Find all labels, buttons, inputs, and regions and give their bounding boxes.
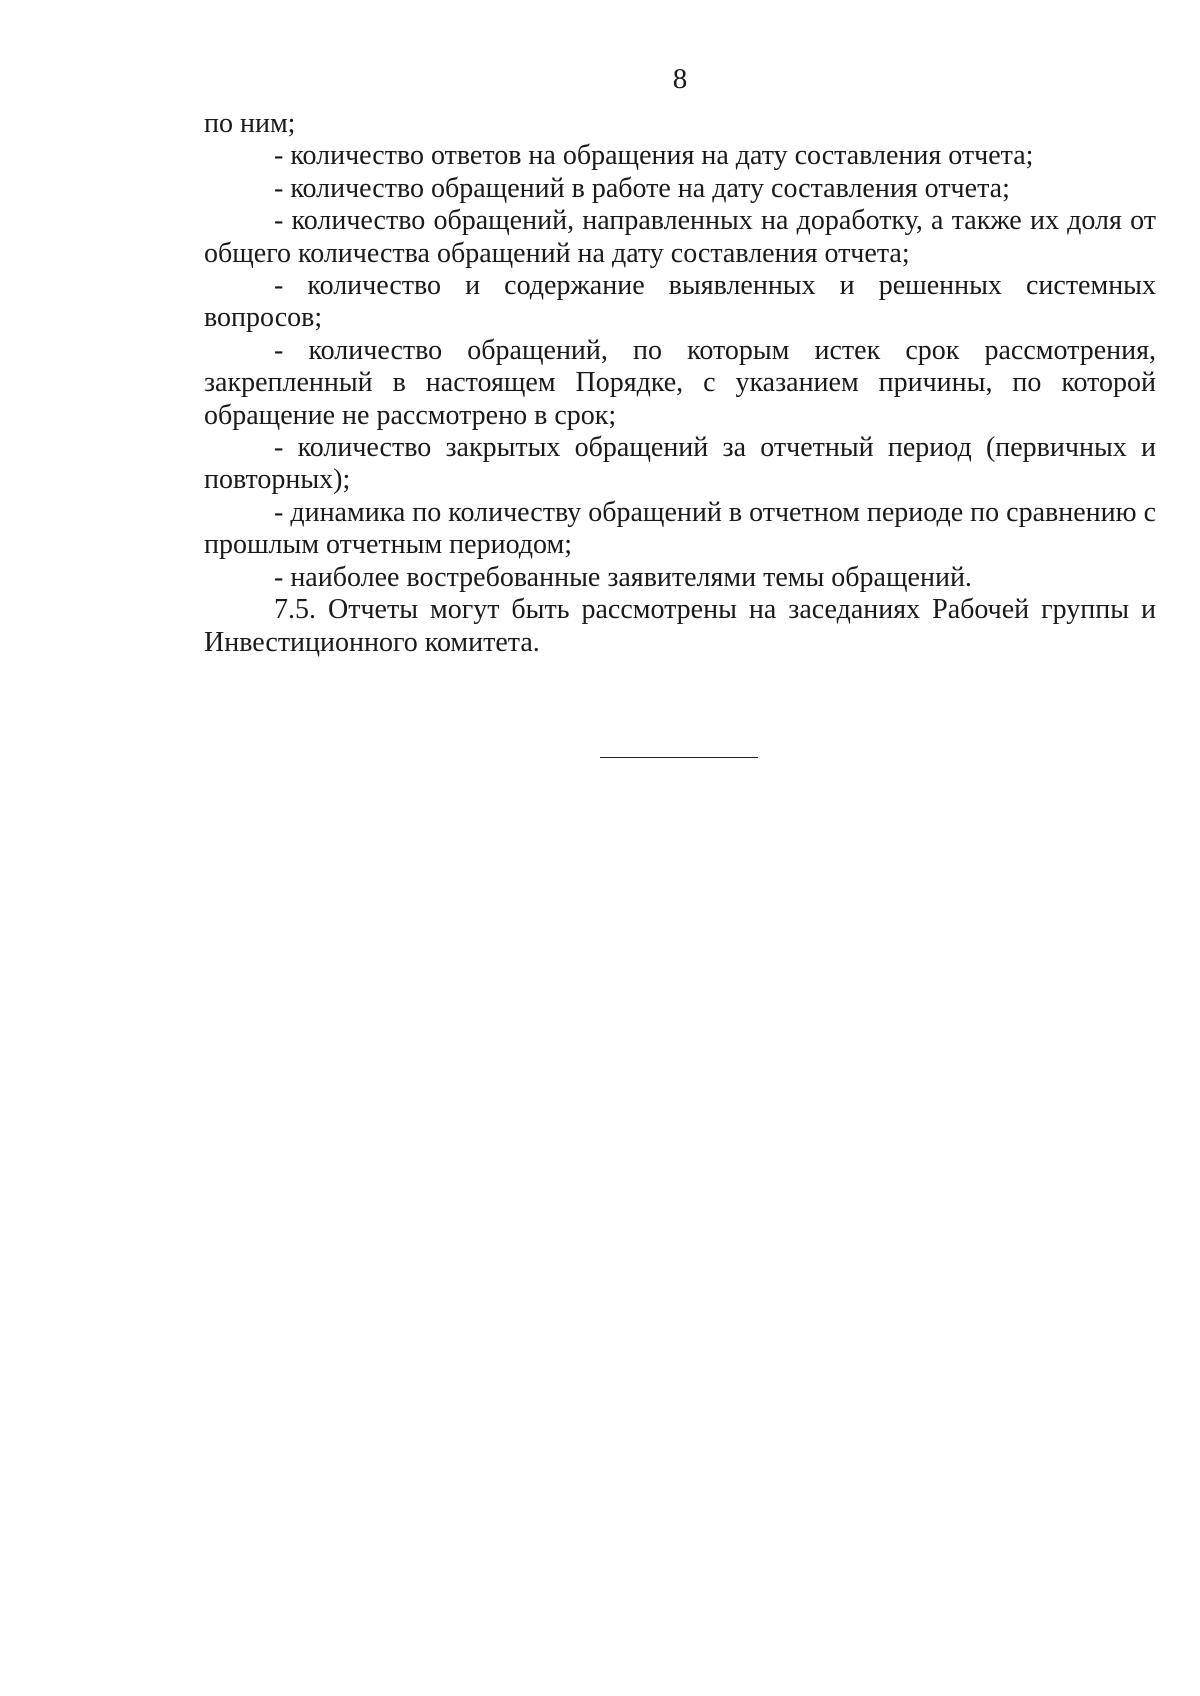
document-body <box>204 108 1156 659</box>
list-item-dynamics: - динамика по количеству обращений в отчетном периоде по сравнению с прошлым отчетным периодом; <box>204 496 1156 561</box>
list-item-rework-count: - количество обращений, направленных на доработку, а также их доля от общего количества обращений на дату составления отчета; <box>204 205 1156 269</box>
list-item-systemic-issues: - количество и содержание выявленных и решенных системных вопросов; <box>204 270 1156 334</box>
list-item-closed-count: - количество закрытых обращений за отчетный период (первичных и повторных); <box>204 432 1156 496</box>
list-item-answers-count: - количество ответов на обращения на дату составления отчета; <box>274 140 1034 172</box>
section-7-5: 7.5. Отчеты могут быть рассмотрены на заседаниях Рабочей группы и Инвестиционного комитета. <box>204 594 1156 658</box>
end-of-document-rule <box>600 757 758 758</box>
list-item-popular-topics: - наиболее востребованные заявителями темы обращений. <box>274 561 972 593</box>
list-item-in-progress-count: - количество обращений в работе на дату составления отчета; <box>274 172 1010 204</box>
page-number: 8 <box>672 63 688 95</box>
paragraph-continuation: по ним; <box>204 108 296 139</box>
list-item-overdue-count: - количество обращений, по которым истек срок рассмотрения, закрепленный в настоящем Порядке, с указанием причины, по которой обращение не рассмотрено в срок; <box>204 334 1156 431</box>
